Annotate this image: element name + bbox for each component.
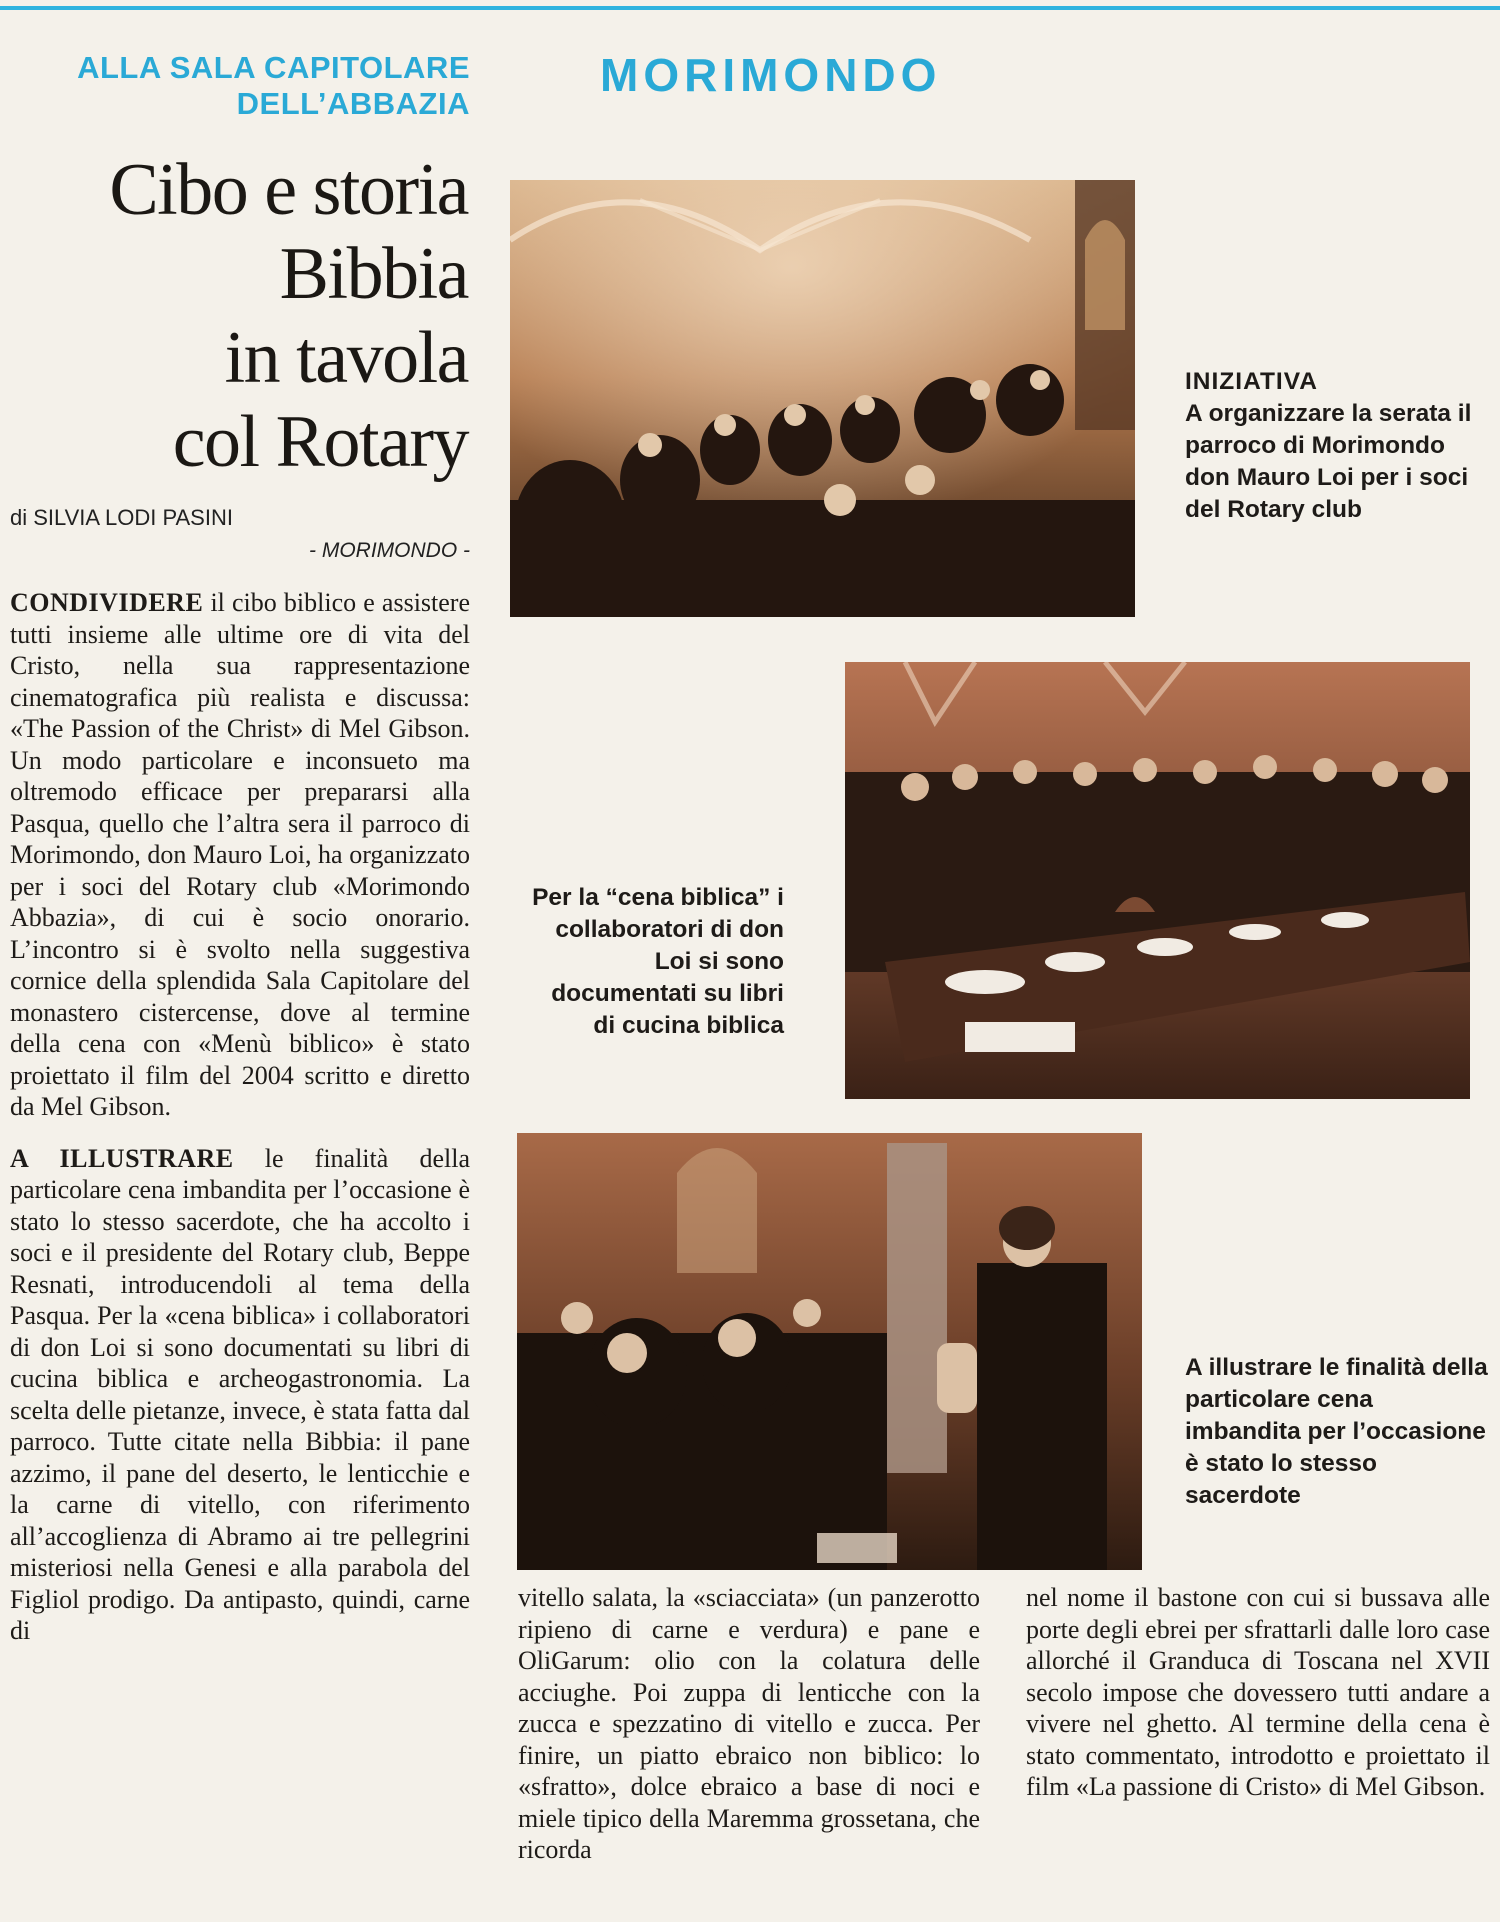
headline-line-4: col Rotary [172,401,468,483]
section-title: MORIMONDO [600,49,942,101]
caption-top-tag: INIZIATIVA [1185,368,1318,395]
photo-speaker [517,1133,1142,1570]
headline-line-2: Bibbia [279,233,468,315]
kicker-line-2: DELL’ABBAZIA [236,86,470,121]
body-paragraph-2 [10,1143,470,1647]
top-rule [0,6,1500,10]
caption-top-text: A organizzare la serata il parroco di Morimondo don Mauro Loi per i soci del Rotary club [1185,400,1472,523]
lead-word-2: A ILLUSTRARE [10,1143,234,1173]
body-column-3: nel nome il bastone con cui si bussava alle porte degli ebrei per sfrattarli dalle loro case allorché il Granduca di Toscana nel XVII secolo impose che dovessero tutti andare a vivere nel ghetto. Al termine della cena è stato commentato, introdotto e proiettato il film «La passione di Cristo» di Mel Gibson. [1026,1583,1490,1801]
paragraph-text-1: il cibo biblico e assistere tutti insieme alle ultime ore di vita del Cristo, nella sua rappresentazione cinematografica più realista e discussa: «The Passion of the Christ» di Mel Gibson. Un modo particolare e inconsueto ma oltremodo efficace per prepararsi alla Pasqua, quello che l’altra sera il parroco di Morimondo, don Mauro Loi, ha organizzato per i soci del Rotary club «Morimondo Abbazia», di cui è socio onorario. L’incontro si è svolto nella suggestiva cornice della splendida Sala Capitolare del monastero cistercense, dove al termine della cena con «Menù biblico» è stato proiettato il film del 2004 scritto e diretto da Mel Gibson. [10,588,470,1121]
caption-top [1185,366,1490,526]
kicker-line-1: ALLA SALA CAPITOLARE [77,50,470,85]
paragraph-text-2: le finalità della particolare cena imbandita per l’occasione è stato lo stesso sacerdote, che ha accolto i soci e il presidente del Rotary club, Beppe Resnati, introducendoli al tema della Pasqua. Per la «cena biblica» i collaboratori di don Loi si sono documentati su libri di cucina biblica e archeogastronomia. La scelta delle pietanze, invece, è stata fatta dal parroco. Tutte citate nella Bibbia: il pane azzimo, il pane del deserto, le lenticchie e la carne di vitello, con riferimento all’accoglienza di Abramo ai tre pellegrini misteriosi nella Genesi e alla parabola del Figliol prodigo. Da antipasto, quindi, carne di [10,1143,470,1645]
kicker [77,50,470,122]
caption-middle: Per la “cena biblica” i collaboratori di don Loi si sono documentati su libri di cucina biblica [532,884,784,1039]
headline-line-3: in tavola [224,317,468,399]
lead-word-1: CONDIVIDERE [10,588,204,617]
body-paragraph-1 [10,587,470,1123]
body-column-2: vitello salata, la «sciacciata» (un panzerotto ripieno di carne e verdura) e pane e OliGarum: olio con la colatura delle acciughe. Poi zuppa di lenticche con la zucca e spezzatino di vitello e zucca. Per finire, un piatto ebraico non biblico: lo «sfratto», dolce ebraico a base di noci e miele tipico della Maremma grossetana, che ricorda [518,1583,980,1864]
caption-bottom: A illustrare le finalità della particolare cena imbandita per l’occasione è stato lo stesso sacerdote [1185,1354,1488,1509]
headline-line-1: Cibo e storia [109,149,468,231]
photo-dinner-table [845,662,1470,1099]
headline [109,148,468,484]
photo-audience-hall [510,180,1135,617]
dateline: - MORIMONDO - [309,539,470,562]
byline: di SILVIA LODI PASINI [10,505,233,530]
body-column-1 [10,587,470,1667]
